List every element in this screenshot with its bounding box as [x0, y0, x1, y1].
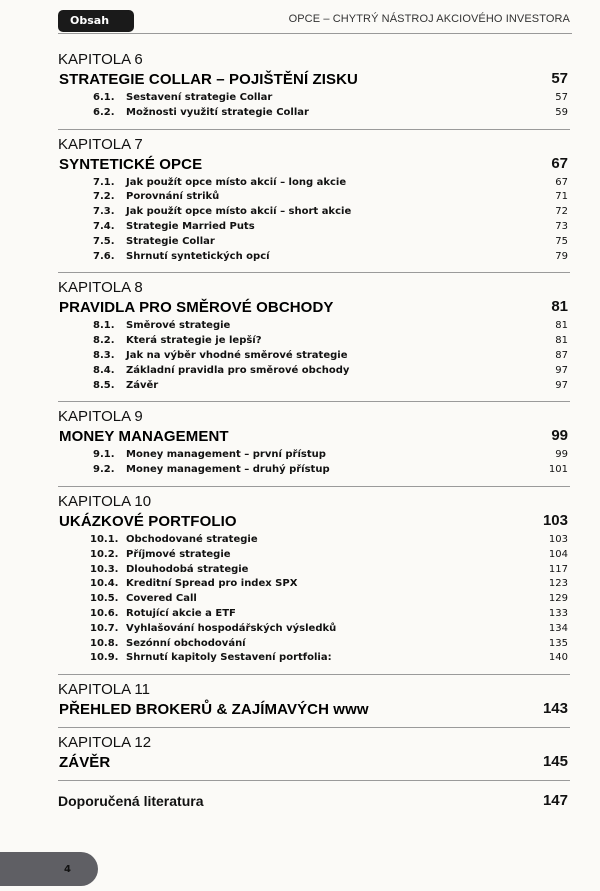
item-number: 9.2. [93, 464, 115, 476]
chapter-heading[interactable] [58, 297, 570, 317]
toc-item[interactable] [58, 235, 570, 250]
chapter-page: 99 [551, 427, 568, 445]
page-number-tab [0, 852, 98, 886]
item-page: 135 [548, 637, 568, 649]
chapter-title: PRAVIDLA PRO SMĚROVÉ OBCHODY [59, 299, 334, 317]
item-title: Vyhlašování hospodářských výsledků [126, 622, 337, 634]
item-page: 103 [548, 533, 568, 545]
chapter-heading[interactable] [58, 154, 570, 174]
item-page: 97 [555, 379, 568, 391]
chapter-page: 143 [542, 700, 568, 718]
chapter-divider [58, 727, 570, 728]
item-title: Kreditní Spread pro index SPX [126, 578, 298, 590]
table-of-contents [58, 48, 570, 811]
item-page: 129 [548, 593, 568, 605]
item-number: 8.4. [93, 364, 115, 376]
item-number: 7.1. [93, 176, 115, 188]
item-title: Porovnání striků [126, 191, 220, 203]
chapter-6 [58, 50, 570, 121]
item-title: Shrnutí syntetických opcí [126, 250, 270, 262]
item-title: Sestavení strategie Collar [126, 92, 273, 103]
toc-item[interactable] [58, 205, 570, 220]
item-page: 97 [555, 364, 568, 376]
toc-item[interactable] [58, 334, 570, 349]
toc-item[interactable] [58, 379, 570, 394]
item-number: 10.8. [90, 637, 119, 649]
item-number: 8.5. [93, 379, 115, 391]
item-number: 10.7. [90, 622, 119, 634]
item-number: 8.3. [93, 349, 115, 361]
toc-item[interactable] [58, 364, 570, 379]
toc-item[interactable] [58, 563, 570, 578]
item-number: 10.4. [90, 578, 119, 590]
chapter-page: 145 [542, 753, 568, 771]
item-page: 79 [555, 250, 568, 262]
chapter-7 [58, 135, 570, 265]
literature-title: Doporučená literatura [58, 793, 204, 810]
item-title: Základní pravidla pro směrové obchody [126, 364, 350, 376]
item-page: 133 [548, 607, 568, 619]
item-page: 67 [555, 176, 568, 188]
toc-item[interactable] [58, 220, 570, 235]
item-page: 71 [555, 191, 568, 203]
item-page: 104 [548, 548, 568, 560]
chapter-label: KAPITOLA 6 [58, 51, 143, 68]
item-page: 72 [555, 206, 568, 218]
item-page: 117 [548, 563, 568, 575]
item-title: Obchodované strategie [126, 533, 258, 545]
item-title: Rotující akcie a ETF [126, 607, 236, 619]
chapter-label: KAPITOLA 9 [58, 408, 143, 426]
toc-item[interactable] [58, 548, 570, 563]
chapter-divider [58, 486, 570, 487]
page-number: 4 [64, 864, 71, 875]
item-title: Směrové strategie [126, 320, 231, 332]
chapter-title: SYNTETICKÉ OPCE [59, 155, 203, 173]
chapter-9 [58, 407, 570, 478]
chapter-8 [58, 278, 570, 393]
chapter-divider [58, 272, 570, 273]
item-page: 99 [555, 449, 568, 461]
chapter-heading[interactable] [58, 69, 570, 89]
item-page: 75 [555, 235, 568, 247]
toc-item[interactable] [58, 622, 570, 637]
item-number: 10.2. [90, 548, 119, 560]
toc-item[interactable] [58, 349, 570, 364]
chapter-label: KAPITOLA 12 [58, 734, 152, 752]
item-title: Jak použít opce místo akcií – short akcie [126, 206, 352, 218]
item-number: 10.9. [90, 652, 119, 664]
chapter-page: 57 [551, 70, 568, 87]
toc-item[interactable] [58, 577, 570, 592]
toc-item[interactable] [58, 91, 570, 106]
item-page: 123 [548, 578, 568, 590]
item-title: Závěr [126, 379, 159, 391]
toc-item[interactable] [58, 176, 570, 191]
item-title: Dlouhodobá strategie [126, 563, 249, 575]
item-number: 7.5. [93, 235, 115, 247]
toc-item[interactable] [58, 319, 570, 334]
chapter-10 [58, 492, 570, 666]
chapter-heading[interactable] [58, 752, 570, 772]
item-title: Strategie Married Puts [126, 220, 255, 232]
item-number: 10.3. [90, 563, 119, 575]
item-page: 134 [548, 622, 568, 634]
chapter-12 [58, 733, 570, 772]
chapter-title: STRATEGIE COLLAR – POJIŠTĚNÍ ZISKU [59, 71, 358, 88]
item-title: Jak na výběr vhodné směrové strategie [126, 349, 348, 361]
item-number: 10.6. [90, 607, 119, 619]
item-number: 7.2. [93, 191, 115, 203]
item-title: Sezónní obchodování [126, 637, 246, 649]
toc-item[interactable] [58, 250, 570, 265]
item-page: 57 [555, 92, 568, 103]
item-number: 9.1. [93, 449, 115, 461]
literature-page: 147 [542, 792, 568, 810]
chapter-divider [58, 674, 570, 675]
toc-item[interactable] [58, 106, 570, 121]
chapter-label: KAPITOLA 8 [58, 279, 143, 297]
section-tab: Obsah [58, 10, 134, 32]
toc-item[interactable] [58, 190, 570, 205]
item-page: 81 [555, 335, 568, 347]
chapter-title: MONEY MANAGEMENT [59, 428, 229, 446]
chapter-divider [58, 129, 570, 130]
chapter-heading[interactable] [58, 426, 570, 446]
toc-item[interactable] [58, 637, 570, 652]
chapter-divider [58, 780, 570, 781]
toc-item[interactable] [58, 463, 570, 478]
item-title: Jak použít opce místo akcií – long akcie [126, 176, 347, 188]
item-title: Covered Call [126, 593, 197, 605]
item-title: Možnosti využití strategie Collar [126, 106, 309, 118]
item-number: 10.1. [90, 533, 119, 545]
chapter-label: KAPITOLA 10 [58, 492, 152, 510]
item-number: 6.1. [93, 92, 115, 103]
header-divider [58, 33, 572, 34]
chapter-page: 81 [551, 298, 568, 316]
item-page: 73 [555, 220, 568, 232]
chapter-title: PŘEHLED BROKERŮ & ZAJÍMAVÝCH www [59, 701, 369, 719]
item-page: 140 [548, 652, 568, 664]
toc-item[interactable] [58, 533, 570, 548]
item-page: 59 [555, 106, 568, 118]
chapter-title: ZÁVĚR [59, 754, 111, 772]
chapter-11 [58, 680, 570, 719]
chapter-label: KAPITOLA 11 [58, 681, 150, 699]
item-number: 8.2. [93, 335, 115, 347]
item-page: 81 [555, 320, 568, 332]
item-number: 7.3. [93, 206, 115, 218]
toc-item[interactable] [58, 592, 570, 607]
toc-item[interactable] [58, 607, 570, 622]
chapter-page: 103 [542, 511, 568, 529]
item-title: Shrnutí kapitoly Sestavení portfolia: [126, 652, 332, 664]
item-number: 7.4. [93, 220, 115, 232]
chapter-heading[interactable] [58, 511, 570, 531]
item-title: Strategie Collar [126, 235, 215, 247]
literature-entry[interactable] [58, 791, 570, 811]
item-number: 6.2. [93, 106, 115, 118]
item-title: Příjmové strategie [126, 548, 231, 560]
item-number: 7.6. [93, 250, 115, 262]
chapter-heading[interactable] [58, 699, 570, 719]
item-title: Money management – první přístup [126, 449, 326, 461]
chapter-label: KAPITOLA 7 [58, 135, 143, 153]
toc-item[interactable] [58, 651, 570, 666]
item-number: 10.5. [90, 593, 119, 605]
toc-item[interactable] [58, 448, 570, 463]
chapter-page: 67 [551, 154, 568, 172]
running-header: OPCE – CHYTRÝ NÁSTROJ AKCIOVÉHO INVESTORA [288, 13, 570, 25]
item-number: 8.1. [93, 320, 115, 332]
item-title: Která strategie je lepší? [126, 335, 262, 347]
chapter-divider [58, 401, 570, 402]
item-title: Money management – druhý přístup [126, 464, 330, 476]
item-page: 87 [555, 349, 568, 361]
item-page: 101 [548, 464, 568, 476]
chapter-title: UKÁZKOVÉ PORTFOLIO [59, 512, 237, 530]
